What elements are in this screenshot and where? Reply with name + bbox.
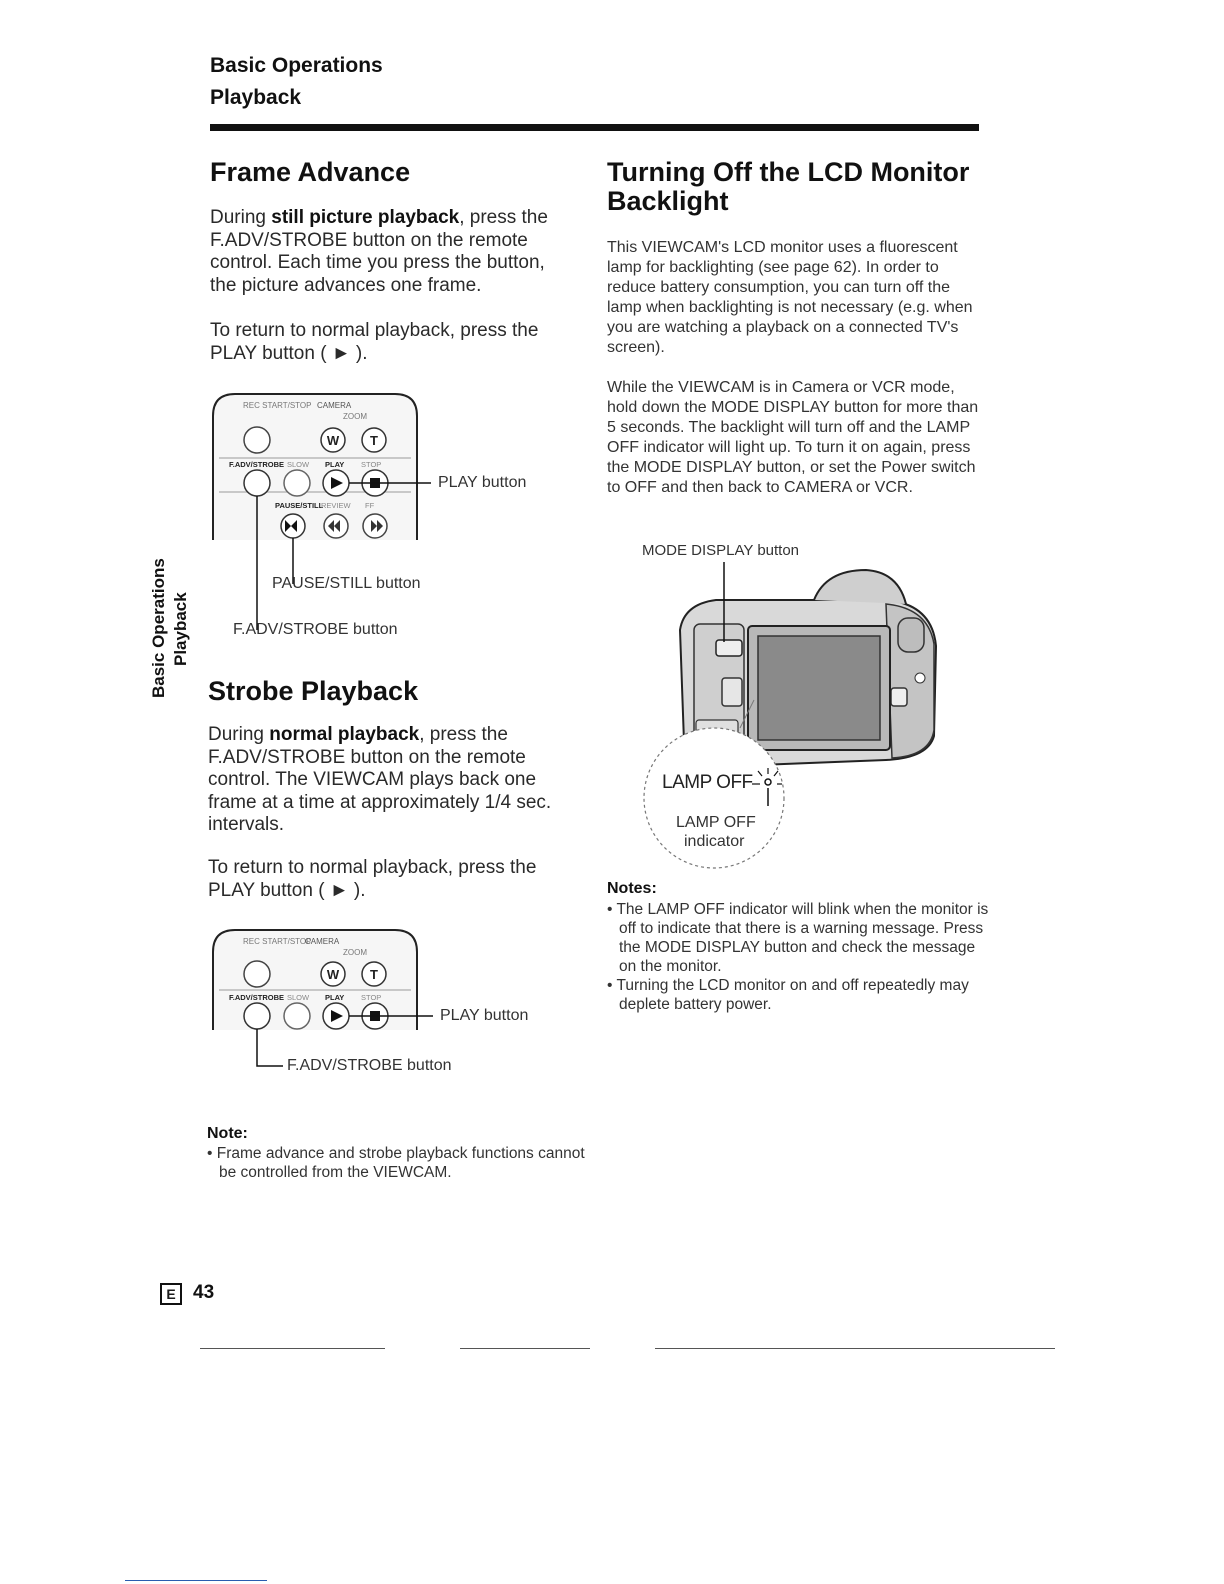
play-label: PLAY [325, 460, 345, 469]
viewcam-illustration [636, 560, 942, 886]
camera-label-2: CAMERA [305, 937, 340, 946]
zoom-t-label: T [370, 433, 378, 448]
frame-advance-title: Frame Advance [210, 157, 411, 187]
slow-label-2: SLOW [287, 993, 310, 1002]
rec-label: REC START/STOP [243, 401, 312, 410]
stop-label: STOP [361, 460, 382, 469]
frame-advance-paragraph-1: During still picture playback, press the F.ADV/STROBE button on the remote control. Each time you press the button, the picture advances one frame. [210, 207, 548, 296]
zoom-label: ZOOM [343, 412, 367, 421]
scan-line-4 [125, 1580, 267, 1581]
stop-label-2: STOP [361, 993, 382, 1002]
header-section: Basic Operations [210, 54, 383, 77]
page-language-icon: E [160, 1283, 182, 1305]
slow-button[interactable] [284, 470, 310, 496]
strobe-paragraph-2: To return to normal playback, press the PLAY button ( ► ). [208, 857, 537, 901]
fadv-strobe-button-2[interactable] [244, 1003, 270, 1029]
callout-play-button-1: PLAY button [438, 474, 527, 491]
rec-button[interactable] [244, 427, 270, 453]
slow-label: SLOW [287, 460, 310, 469]
note-left-title: Note: [207, 1125, 248, 1142]
slow-button-2[interactable] [284, 1003, 310, 1029]
strobe-paragraph-1: During normal playback, press the F.ADV/STROBE button on the remote control. The VIEWCAM plays back one frame at a time at approximately 1/4 sec. intervals. [208, 724, 552, 835]
fadv-label-2: F.ADV/STROBE [229, 993, 285, 1002]
fadv-label: F.ADV/STROBE [229, 460, 285, 469]
header-rule [210, 124, 979, 131]
side-tab-section: Basic Operations [149, 558, 168, 698]
fadv-strobe-button[interactable] [244, 470, 270, 496]
zoom-t-label-2: T [370, 967, 378, 982]
callout-pause-still-button: PAUSE/STILL button [272, 575, 421, 592]
strobe-playback-title: Strobe Playback [208, 676, 419, 706]
lcd-monitor-screen [758, 636, 880, 740]
note-left-item: • Frame advance and strobe playback functions cannot be controlled from the VIEWCAM. [207, 1145, 585, 1181]
notes-right-item-2: • Turning the LCD monitor on and off repeatedly may deplete battery power. [607, 977, 969, 1013]
pause-still-label: PAUSE/STILL [275, 501, 324, 510]
notes-right-item-1: • The LAMP OFF indicator will blink when the monitor is off to indicate that there is a warning message. Press the MODE DISPLAY button and check the message on the monitor. [607, 901, 989, 975]
zoom-label-2: ZOOM [343, 948, 367, 957]
lcd-paragraph-2: While the VIEWCAM is in Camera or VCR mode, hold down the MODE DISPLAY button for more than 5 seconds. The backlight will turn off and the LAMP OFF indicator will light up. To turn it on again, press the MODE DISPLAY button, or set the Power switch to OFF and then back to CAMERA or VCR. [607, 379, 979, 496]
callout-fadv-strobe-button-2: F.ADV/STROBE button [287, 1057, 452, 1074]
rec-label-2: REC START/STOP [243, 937, 312, 946]
rec-button-2[interactable] [244, 961, 270, 987]
ff-label: FF [365, 501, 375, 510]
notes-right-title: Notes: [607, 880, 657, 897]
callout-play-button-2: PLAY button [440, 1007, 529, 1024]
lcd-paragraph-1: This VIEWCAM's LCD monitor uses a fluorescent lamp for backlighting (see page 62). In order to reduce battery consumption, you can turn off the lamp when backlighting is not necessary (e.g. when you are watching a playback on a connected TV's screen). [607, 239, 973, 356]
mode-display-button[interactable] [716, 640, 742, 656]
zoom-w-label: W [326, 433, 340, 448]
zoom-w-label-2: W [326, 967, 340, 982]
remote-control-illustration-2 [205, 922, 535, 1072]
lamp-off-display-label: LAMP OFF [662, 772, 753, 793]
scan-line-3 [655, 1348, 1055, 1349]
frame-advance-paragraph-2: To return to normal playback, press the PLAY button ( ► ). [210, 320, 539, 364]
play-label-2: PLAY [325, 993, 345, 1002]
review-label: REVIEW [321, 501, 351, 510]
scan-line-2 [460, 1348, 590, 1349]
callout-mode-display-button: MODE DISPLAY button [642, 542, 800, 559]
lamp-off-indicator-line2: indicator [684, 833, 745, 850]
side-tab-subsection: Playback [171, 592, 190, 666]
viewfinder-eyepiece [898, 618, 924, 652]
page-number: 43 [193, 1282, 215, 1303]
header-subsection: Playback [210, 86, 302, 109]
scan-line-1 [200, 1348, 385, 1349]
remote-control-illustration-1 [205, 388, 535, 650]
lcd-backlight-title: Turning Off the LCD Monitor Backlight [607, 157, 970, 216]
callout-fadv-strobe-button-1: F.ADV/STROBE button [233, 621, 398, 638]
lamp-off-indicator-line1: LAMP OFF [676, 814, 756, 831]
camera-label: CAMERA [317, 401, 352, 410]
